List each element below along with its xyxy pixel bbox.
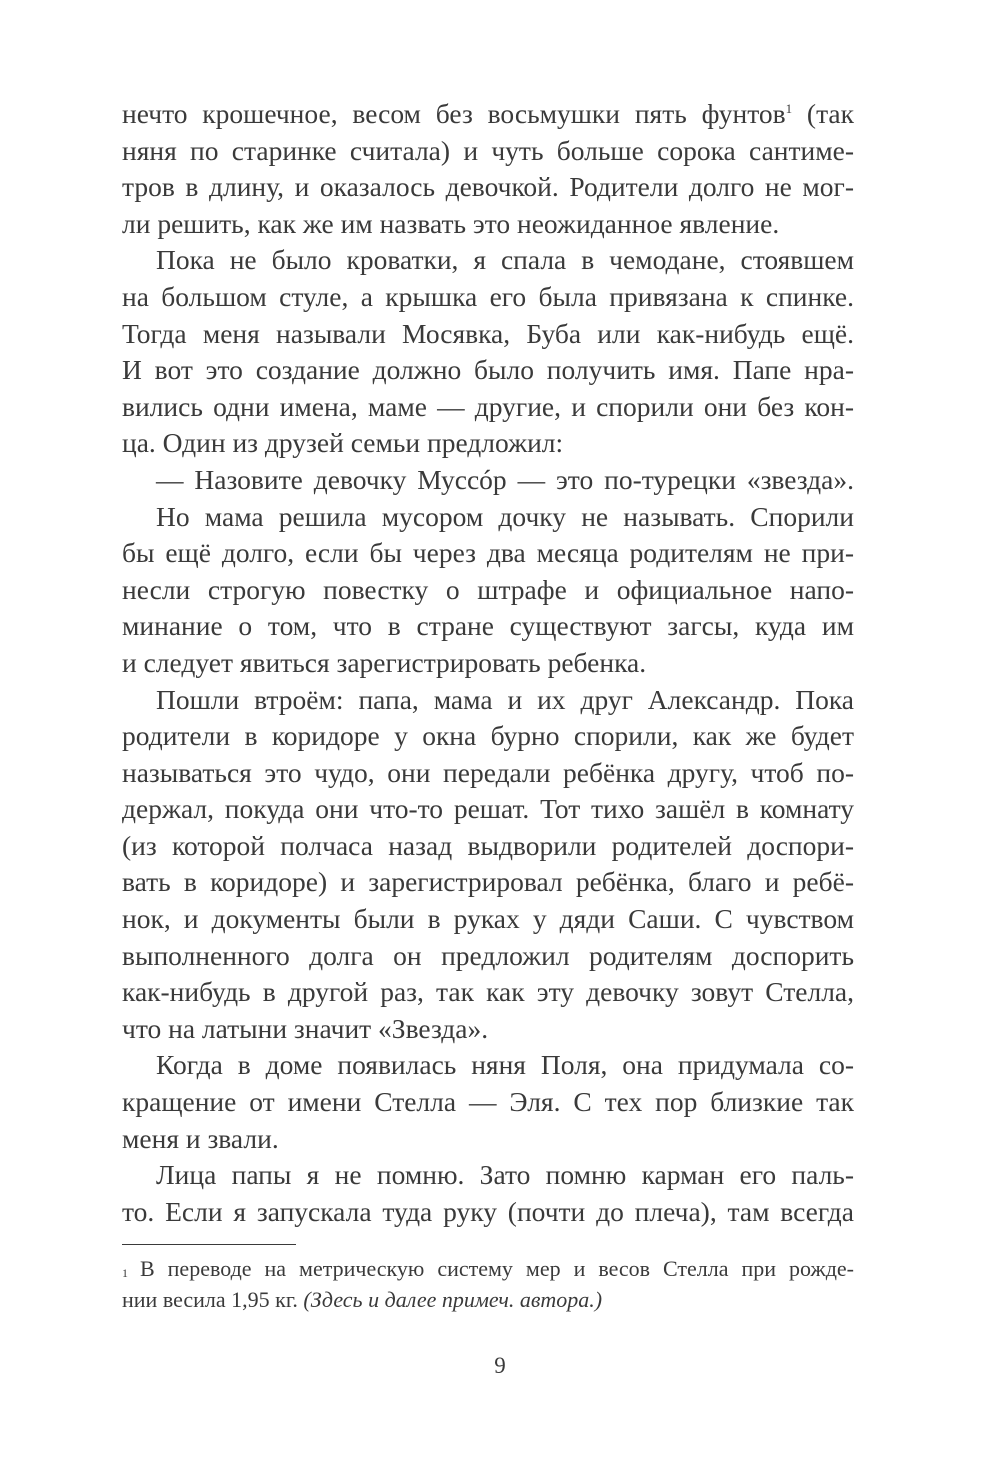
text-line [122, 206, 854, 243]
text-line-content: несли строгую повестку о штрафе и официальное напо- [122, 573, 854, 605]
text-line-content: — Назовите девочку Муссóр — это по-турецки «звезда». [156, 463, 854, 495]
text-line [122, 755, 854, 792]
footnote-number: 1 [122, 1266, 128, 1280]
footnote-line-1 [122, 1254, 854, 1285]
text-line [122, 499, 854, 536]
page-number: 9 [494, 1353, 506, 1378]
text-line-content: вились одни имена, маме — другие, и спорили они без кон- [122, 390, 854, 422]
text-line [122, 169, 854, 206]
text-line-content: Пока не было кроватки, я спала в чемодане, стоявшем [156, 244, 854, 276]
main-text [122, 96, 854, 1230]
text-line-content: Пошли втроём: папа, мама и их друг Александр. Пока [156, 683, 854, 715]
text-line [122, 352, 854, 389]
text-line [122, 1084, 854, 1121]
text-line [122, 791, 854, 828]
text-line [122, 572, 854, 609]
text-line-content: держал, покуда они что-то решат. Тот тихо зашёл в комнату [122, 793, 854, 825]
text-line [122, 974, 854, 1011]
text-line [122, 425, 854, 462]
text-line [122, 938, 854, 975]
text-line-content: что на латыни значит «Звезда». [122, 1012, 489, 1044]
text-line [122, 1121, 854, 1158]
text-line-content: Но мама решила мусором дочку не называть. Спорили [156, 500, 854, 532]
text-line [122, 645, 854, 682]
text-line-content: Тогда меня называли Мосявка, Буба или как-нибудь ещё. [122, 317, 854, 349]
text-line-content: минание о том, что в стране существуют загсы, куда им [122, 610, 854, 642]
text-line [122, 279, 854, 316]
footnote [122, 1254, 854, 1315]
text-line [122, 316, 854, 353]
text-line-content: вать в коридоре) и зарегистрировал ребёнка, благо и ребё- [122, 866, 854, 898]
text-line-content: (из которой полчаса назад выдворили родителей доспори- [122, 829, 854, 861]
text-line [122, 242, 854, 279]
text-line-content: нок, и документы были в руках у дяди Саши. С чувством [122, 903, 854, 935]
text-line-content: родители в коридоре у окна бурно спорили, как же будет [122, 720, 854, 752]
text-line-content: кращение от имени Стелла — Эля. С тех пор близкие так [122, 1086, 854, 1118]
text-line-content: и следует явиться зарегистрировать ребенка. [122, 646, 647, 678]
text-line [122, 1047, 854, 1084]
text-line-content: бы ещё долго, если бы через два месяца родителям не при- [122, 537, 854, 569]
text-line-content: на большом стуле, а крышка его была привязана к спинке. [122, 280, 854, 312]
text-line-content: ли решить, как же им назвать это неожиданное явление. [122, 207, 780, 239]
text-line-content: няня по старинке считала) и чуть больше сорока сантиме- [122, 134, 854, 166]
text-line [122, 1194, 854, 1231]
text-line [122, 864, 854, 901]
text-line [122, 133, 854, 170]
text-line [122, 535, 854, 572]
footnote-reference: 1 [785, 101, 793, 116]
text-line-content: то. Если я запускала туда руку (почти до плеча), там всегда [122, 1195, 854, 1227]
footnote-line-2 [122, 1285, 854, 1316]
text-line-content: Когда в доме появилась няня Поля, она придумала со- [156, 1049, 854, 1081]
text-line-content: выполненного долга он предложил родителям доспорить [122, 939, 854, 971]
footnote-text-1: В переводе на метрическую систему мер и весов Стелла при рожде- [140, 1256, 854, 1281]
text-line-content: как-нибудь в другой раз, так как эту девочку зовут Стелла, [122, 976, 854, 1008]
text-line [122, 608, 854, 645]
text-line [122, 96, 854, 133]
footnote-divider [122, 1244, 296, 1245]
text-line [122, 718, 854, 755]
footnote-author-note: (Здесь и далее примеч. автора.) [303, 1286, 603, 1312]
text-line [122, 1157, 854, 1194]
text-line [122, 828, 854, 865]
text-line [122, 682, 854, 719]
text-line-content: тров в длину, и оказалось девочкой. Родители долго не мог- [122, 171, 854, 203]
text-line [122, 389, 854, 426]
text-line [122, 1011, 854, 1048]
footnote-text-2: нии весила 1,95 кг. [122, 1286, 304, 1312]
text-line [122, 901, 854, 938]
text-line [122, 462, 854, 499]
text-line-content: Лица папы я не помню. Зато помню карман его паль- [156, 1159, 854, 1191]
text-line-content: меня и звали. [122, 1122, 279, 1154]
text-line-tail: (так [792, 98, 854, 129]
text-line-content: И вот это создание должно было получить имя. Папе нра- [122, 354, 854, 386]
text-line-content: нечто крошечное, весом без восьмушки пять фунтов [122, 98, 786, 129]
text-line-content: ца. Один из друзей семьи предложил: [122, 427, 564, 459]
text-line-content: называться это чудо, они передали ребёнка другу, чтоб по- [122, 756, 854, 788]
